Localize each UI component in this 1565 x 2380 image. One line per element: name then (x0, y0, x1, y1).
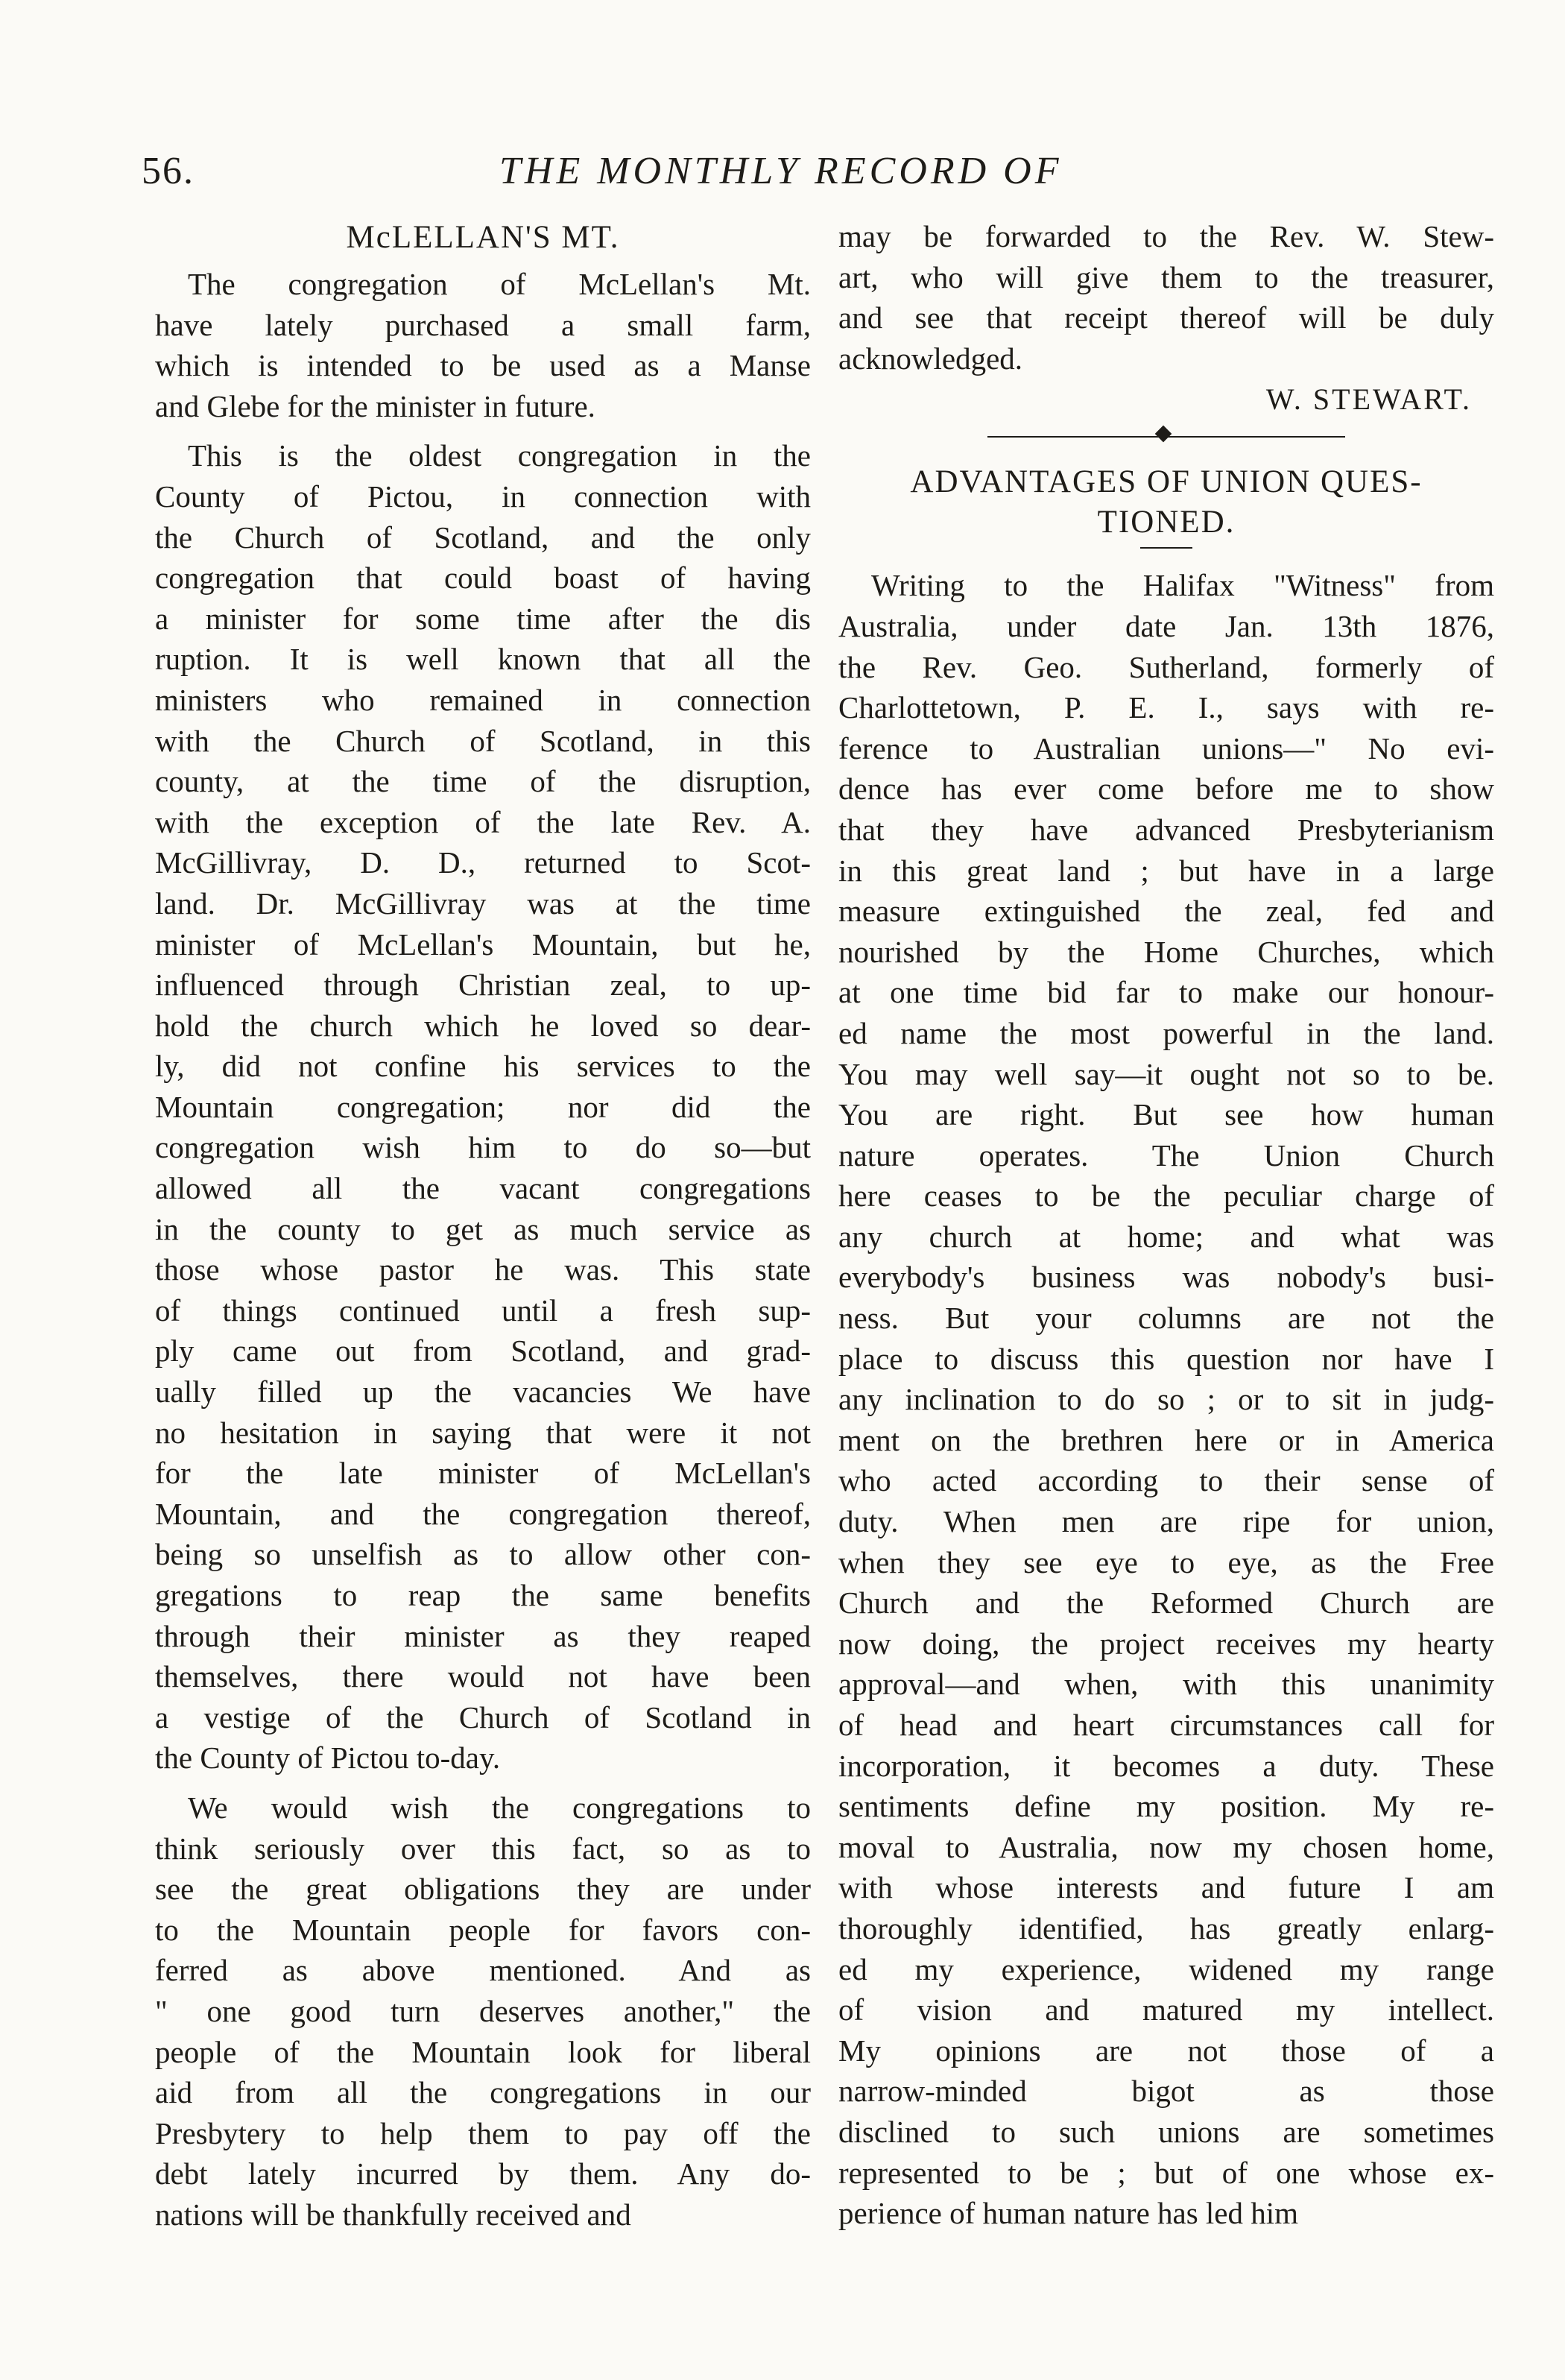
text-line: no hesitation in saying that were it not (155, 1415, 811, 1450)
text-line: here ceases to be the peculiar charge of (838, 1178, 1494, 1213)
text-line: moval to Australia, now my chosen home, (838, 1829, 1494, 1864)
text-line: the Rev. Geo. Sutherland, formerly of (838, 649, 1494, 684)
text-line: Charlottetown, P. E. I., says with re- (838, 690, 1494, 725)
text-line: hold the church which he loved so dear- (155, 1008, 811, 1043)
text-line: think seriously over this fact, so as to (155, 1831, 811, 1866)
text-line: which is intended to be used as a Manse (155, 348, 811, 383)
running-title: THE MONTHLY RECORD OF (499, 150, 1063, 192)
paragraph (155, 1787, 811, 2235)
text-line: themselves, there would not have been (155, 1659, 811, 1694)
text-line: of things continued until a fresh sup- (155, 1292, 811, 1328)
text-line: ness. But your columns are not the (838, 1301, 1494, 1336)
left-column (155, 216, 811, 2235)
text-line: " one good turn deserves another," the (155, 1993, 811, 2028)
title-underline (1140, 547, 1192, 549)
text-line: perience of human nature has led him (838, 2196, 1299, 2231)
text-line: Mountain congregation; nor did the (155, 1089, 811, 1124)
text-line: any church at home; and what was (838, 1219, 1494, 1254)
article-title-union (838, 462, 1494, 543)
text-line: have lately purchased a small farm, (155, 307, 811, 342)
text-line: ed my experience, widened my range (838, 1951, 1494, 1986)
text-line: minister of McLellan's Mountain, but he, (155, 927, 811, 962)
text-line: with the Church of Scotland, in this (155, 723, 811, 758)
text-line: allowed all the vacant congregations (155, 1171, 811, 1206)
text-line: to the Mountain people for favors con- (155, 1912, 811, 1947)
text-line: everybody's business was nobody's busi- (838, 1260, 1494, 1295)
text-line: now doing, the project receives my hearty (838, 1626, 1494, 1661)
paragraph (155, 435, 811, 1778)
text-line: gregations to reap the same benefits (155, 1578, 811, 1612)
text-line: any inclination to do so ; or to sit in judg- (838, 1382, 1494, 1417)
text-line: ministers who remained in connection (155, 682, 811, 717)
text-line: people of the Mountain look for liberal (155, 2034, 811, 2069)
title-line: TIONED. (1097, 505, 1236, 540)
text-line: represented to be ; but of one whose ex- (838, 2155, 1494, 2190)
text-line: ly, did not confine his services to the (155, 1049, 811, 1084)
text-line: nature operates. The Union Church (838, 1137, 1494, 1172)
text-line: those whose pastor he was. This state (155, 1252, 811, 1287)
text-line: debt lately incurred by them. Any do- (155, 2156, 811, 2191)
text-line: dence has ever come before me to show (838, 771, 1494, 807)
text-line: being so unselfish as to allow other con- (155, 1537, 811, 1572)
text-line: thoroughly identified, has greatly enlarg- (838, 1910, 1494, 1945)
text-line: congregation wish him to do so—but (155, 1130, 811, 1165)
text-line: nations will be thankfully received and (155, 2197, 631, 2232)
text-line: county, at the time of the disruption, (155, 764, 811, 799)
text-line: who acted according to their sense of (838, 1463, 1494, 1498)
divider-diamond-icon (1155, 426, 1172, 443)
text-line: nourished by the Home Churches, which (838, 934, 1494, 969)
text-line: aid from all the congregations in our (155, 2075, 811, 2110)
text-line: You may well say—it ought not so to be. (838, 1056, 1494, 1091)
article-body-mclellans-mt (155, 264, 811, 2235)
text-line: with the exception of the late Rev. A. (155, 804, 811, 839)
text-line: Church and the Reformed Church are (838, 1585, 1494, 1620)
text-line: when they see eye to eye, as the Free (838, 1544, 1494, 1579)
text-line: ferred as above mentioned. And as (155, 1953, 811, 1988)
text-line: influenced through Christian zeal, to up- (155, 968, 811, 1003)
text-line: that they have advanced Presbyterianism (838, 812, 1494, 847)
text-line: of head and heart circumstances call for (838, 1708, 1494, 1742)
text-line: We would wish the congregations to (188, 1790, 811, 1825)
text-line: art, who will give them to the treasurer, (838, 259, 1494, 294)
right-column (838, 216, 1494, 2234)
text-line: measure extinguished the zeal, fed and (838, 894, 1494, 929)
text-line: see the great obligations they are under (155, 1872, 811, 1907)
text-line: with whose interests and future I am (838, 1870, 1494, 1905)
text-line: congregation that could boast of having (155, 561, 811, 596)
text-line: of vision and matured my intellect. (838, 1992, 1494, 2027)
text-line: ply came out from Scotland, and grad- (155, 1333, 811, 1369)
text-line: the Church of Scotland, and the only (155, 520, 811, 555)
text-line: duty. When men are ripe for union, (838, 1504, 1494, 1539)
text-line: County of Pictou, in connection with (155, 479, 811, 514)
text-line: My opinions are not those of a (838, 2033, 1494, 2068)
text-line: ment on the brethren here or in America (838, 1422, 1494, 1457)
text-line: a minister for some time after the dis (155, 601, 811, 636)
text-line: Presbytery to help them to pay off the (155, 2115, 811, 2150)
text-line: approval—and when, with this unanimity (838, 1667, 1494, 1702)
text-line: Mountain, and the congregation thereof, (155, 1496, 811, 1531)
text-line: ruption. It is well known that all the (155, 642, 811, 677)
text-line: a vestige of the Church of Scotland in (155, 1699, 811, 1735)
text-line: You are right. But see how human (838, 1097, 1494, 1132)
section-divider (838, 420, 1494, 453)
text-line: the County of Pictou to-day. (155, 1740, 501, 1775)
text-line: incorporation, it becomes a duty. These (838, 1748, 1494, 1783)
text-line: for the late minister of McLellan's (155, 1456, 811, 1491)
title-line: ADVANTAGES OF UNION QUES- (910, 464, 1423, 500)
article-continuation (838, 216, 1494, 379)
paragraph (155, 264, 811, 426)
text-line: Writing to the Halifax "Witness" from (871, 568, 1494, 603)
text-line: in this great land ; but have in a large (838, 853, 1494, 888)
text-line: disclined to such unions are sometimes (838, 2114, 1494, 2149)
text-line: may be forwarded to the Rev. W. Stew- (838, 219, 1494, 253)
text-line: acknowledged. (838, 341, 1023, 376)
text-line: ference to Australian unions—" No evi- (838, 730, 1494, 766)
page-number: 56. (142, 150, 195, 192)
text-line: McGillivray, D. D., returned to Scot- (155, 845, 811, 880)
text-line: and see that receipt thereof will be duly (838, 300, 1494, 335)
text-line: sentiments define my position. My re- (838, 1789, 1494, 1824)
text-line: ed name the most powerful in the land. (838, 1015, 1494, 1050)
text-line: in the county to get as much service as (155, 1211, 811, 1246)
text-line: The congregation of McLellan's Mt. (188, 267, 811, 301)
author-signature: W. STEWART. (1265, 382, 1472, 417)
text-line: narrow-minded bigot as those (838, 2074, 1494, 2109)
article-body-union (838, 565, 1494, 2233)
text-line: Australia, under date Jan. 13th 1876, (838, 608, 1494, 643)
text-line: ually filled up the vacancies We have (155, 1374, 811, 1410)
text-line: through their minister as they reaped (155, 1618, 811, 1653)
page-header (142, 149, 1483, 209)
text-line: This is the oldest congregation in the (188, 438, 811, 473)
text-line: place to discuss this question nor have I (838, 1341, 1494, 1376)
article-title-mclellans-mt: McLELLAN'S MT. (346, 220, 620, 255)
text-line: at one time bid far to make our honour- (838, 975, 1494, 1010)
text-line: land. Dr. McGillivray was at the time (155, 886, 811, 921)
text-line: and Glebe for the minister in future. (155, 388, 595, 423)
